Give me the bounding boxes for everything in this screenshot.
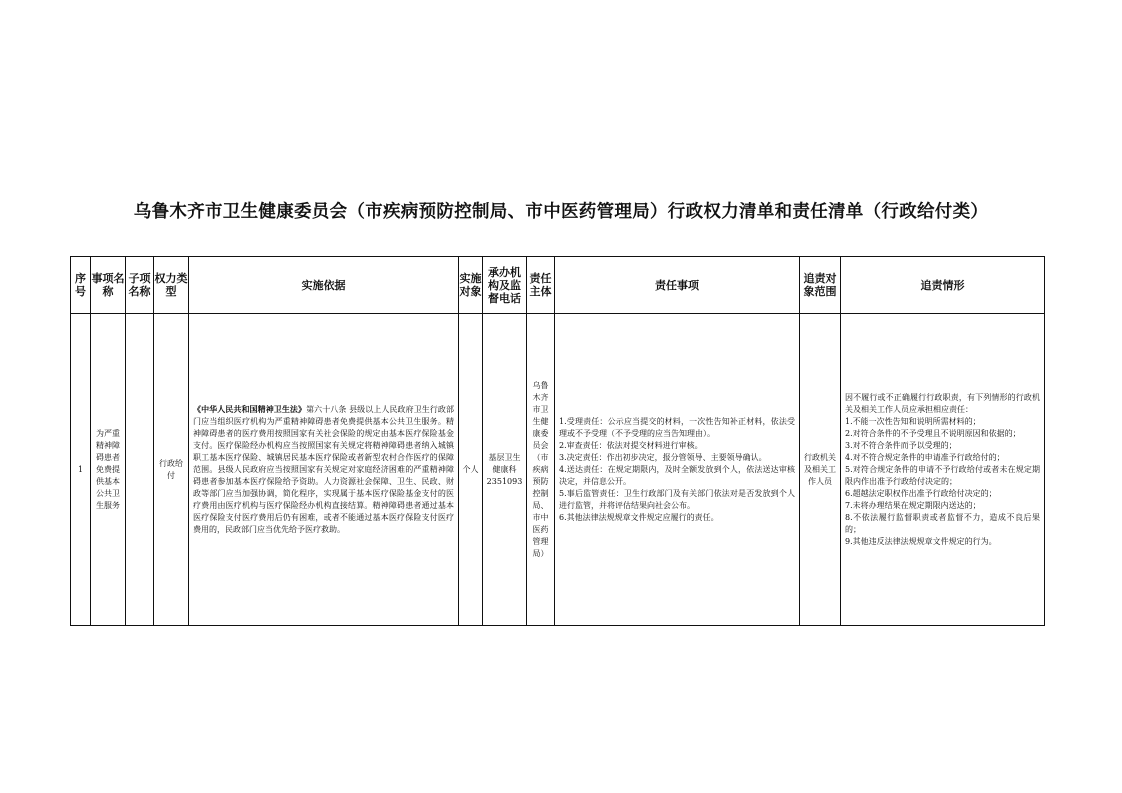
- case-line: 因不履行或不正确履行行政职责，有下列情形的行政机关及相关工作人员应承担相应责任：: [845, 392, 1040, 414]
- header-office: 承办机构及监督电话: [483, 257, 527, 314]
- duty-line: 2.审查责任：依法对提交材料进行审核。: [559, 440, 703, 450]
- case-line: 1.不能一次性告知和说明所需材料的；: [845, 416, 981, 426]
- header-basis: 实施依据: [189, 257, 459, 314]
- basis-text: 第六十八条 县级以上人民政府卫生行政部门应当组织医疗机构为严重精神障碍患者免费提供基本公共卫生服务。精神障碍患者的医疗费用按照国家有关社会保险的规定由基本医疗保险基金支付。医疗保险经办机构应当按照国家有关规定将精神障碍患者纳入城镇职工基本医疗保险、城镇居民基本医疗保险或者新型农村合作医疗的保障范围。县级人民政府应当按照国家有关规定对家庭经济困难的严重精神障碍患者参加基本医疗保险给予资助。人力资源社会保障、卫生、民政、财政等部门应当加强协调，简化程序，实现属于基本医疗保险基金支付的医疗费用由医疗机构与医疗保险经办机构直接结算。精神障碍患者通过基本医疗保险支付医疗费用后仍有困难，或者不能通过基本医疗保险支付医疗费用的，民政部门应当优先给予医疗救助。: [193, 405, 454, 534]
- header-item-name: 事项名称: [91, 257, 126, 314]
- header-power-type: 权力类型: [154, 257, 189, 314]
- cell-office: 基层卫生健康科2351093: [483, 314, 527, 626]
- cell-seq: 1: [71, 314, 91, 626]
- case-line: 8.不依法履行监督职责或者监督不力，造成不良后果的；: [845, 512, 1040, 534]
- cell-power-type: 行政给付: [154, 314, 189, 626]
- power-list-table: [70, 256, 1045, 626]
- cell-sub-item: [126, 314, 154, 626]
- cell-basis: [189, 314, 459, 626]
- page-title: 乌鲁木齐市卫生健康委员会（市疾病预防控制局、市中医药管理局）行政权力清单和责任清单（行政给付类）: [133, 202, 989, 222]
- header-sub-item: 子项名称: [126, 257, 154, 314]
- cell-accountability-cases: [841, 314, 1045, 626]
- header-accountability-scope: 追责对象范围: [800, 257, 841, 314]
- cell-target: 个人: [459, 314, 483, 626]
- case-line: 5.对符合规定条件的申请不予行政给付或者未在规定期限内作出准予行政给付决定的；: [845, 464, 1040, 486]
- case-line: 7.未将办理结果在规定期限内送达的；: [845, 500, 981, 510]
- header-accountability-cases: 追责情形: [841, 257, 1045, 314]
- basis-law-name: 《中华人民共和国精神卫生法》: [193, 404, 307, 414]
- cell-subject: 乌鲁木齐市卫生健康委员会（市疾病预防控制局、市中医药管理局）: [527, 314, 555, 626]
- header-row: [71, 257, 1045, 314]
- case-line: 6.超越法定职权作出准予行政给付决定的；: [845, 488, 997, 498]
- cell-accountability-scope: 行政机关及相关工作人员: [800, 314, 841, 626]
- duty-line: 6.其他法律法规规章文件规定应履行的责任。: [559, 512, 719, 522]
- header-seq: 序号: [71, 257, 91, 314]
- duty-line: 5.事后监管责任：卫生行政部门及有关部门依法对是否发放到个人进行监管，并将评估结果向社会公布。: [559, 488, 795, 510]
- case-line: 4.对不符合规定条件的申请准予行政给付的；: [845, 452, 1005, 462]
- duty-line: 1.受理责任：公示应当提交的材料，一次性告知补正材料，依法受理或不予受理（不予受理的应当告知理由）。: [559, 416, 795, 438]
- duty-line: 3.决定责任：作出初步决定，报分管领导、主要领导确认。: [559, 452, 767, 462]
- duty-line: 4.送达责任：在规定期限内，及时全额发放到个人，依法送达审核决定，并信息公开。: [559, 464, 795, 486]
- cell-duties: [555, 314, 800, 626]
- case-line: 2.对符合条件的不予受理且不说明原因和依据的；: [845, 428, 1021, 438]
- table-row: [71, 314, 1045, 626]
- header-target: 实施对象: [459, 257, 483, 314]
- case-line: 9.其他违反法律法规规章文件规定的行为。: [845, 536, 997, 546]
- header-duties: 责任事项: [555, 257, 800, 314]
- header-subject: 责任主体: [527, 257, 555, 314]
- case-line: 3.对不符合条件而予以受理的；: [845, 440, 957, 450]
- cell-item-name: 为严重精神障碍患者免费提供基本公共卫生服务: [91, 314, 126, 626]
